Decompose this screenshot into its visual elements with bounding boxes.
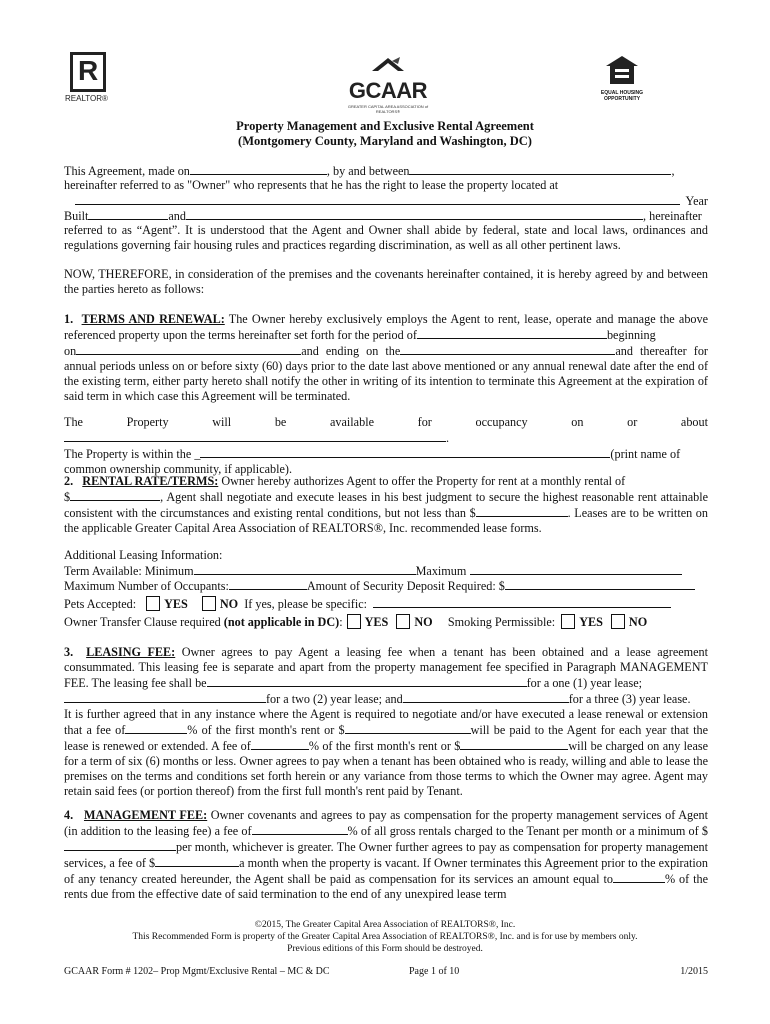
pets-specifics-field[interactable] xyxy=(373,596,671,608)
gcaar-roof-icon xyxy=(368,55,408,73)
term-period-field[interactable] xyxy=(417,327,607,339)
short-term-fee-amount-field[interactable] xyxy=(460,738,568,750)
transfer-no-checkbox[interactable] xyxy=(396,614,410,629)
intro-line-4: Built and , hereinafter xyxy=(64,209,702,223)
occupancy-paragraph: The Property will be available for occupancy on or about. The Property is within the _ (print name of common ownership community, if applicable). xyxy=(64,415,708,476)
termination-fee-percent-field[interactable] xyxy=(613,871,665,883)
pets-no-checkbox[interactable] xyxy=(202,596,216,611)
max-occupants-field[interactable] xyxy=(229,578,307,590)
renewal-fee-amount-field[interactable] xyxy=(345,722,471,734)
minimum-rent-field[interactable] xyxy=(476,505,568,517)
renewal-fee-percent-field[interactable] xyxy=(125,722,187,734)
term-end-field[interactable] xyxy=(400,343,615,355)
one-year-fee-field[interactable] xyxy=(207,675,527,687)
footer-previous-editions: Previous editions of this Form should be destroyed. xyxy=(287,944,483,954)
section-3-leasing-fee: 3. LEASING FEE: Owner agrees to pay Agent a leasing fee when a tenant has been obtained and a lease agreement consummated. This leasing fee is separate and apart from the property management fee specified in Paragraph MANAGEMENT FEE. The leasing fee shall be for a one (1) year lease; for a two (2) year lease; and for a three (3) year lease. It is further agreed that in any instance where the Agent is required to negotiate and/or have executed a lease renewal or extension that a fee of % of the first month's rent or $ will be paid to the Agent for each year that the lease is renewed or extended. A fee of % of the first month's rent or $ will be charged on any lease for a term of six (6) months or less. Owner agrees to pay when a tenant has been obtained who is ready, willing and able to lease the premises on the terms and conditions set forth herein or any variance from those terms to which the Owner may agree. Agent may retain said fees (or portion thereof) from the first full month's rent paid by Tenant. xyxy=(64,645,709,798)
form-number: GCAAR Form # 1202– Prop Mgmt/Exclusive Rental – MC & DC xyxy=(64,966,330,977)
transfer-clause-line: Owner Transfer Clause required (not applicable in DC): YES NO Smoking Permissible: YES NO xyxy=(64,615,648,629)
intro-line-3: Year xyxy=(64,193,708,209)
short-term-fee-percent-field[interactable] xyxy=(251,738,309,750)
agreement-date-field[interactable] xyxy=(190,163,327,175)
now-therefore-paragraph: NOW, THEREFORE, in consideration of the premises and the covenants hereinafter contained, it is hereby agreed by and between the parties hereto as follows: xyxy=(64,267,708,296)
house-icon xyxy=(605,55,639,85)
agent-name-field[interactable] xyxy=(186,208,643,220)
vacant-fee-field[interactable] xyxy=(155,855,239,867)
section-4-management-fee: 4. MANAGEMENT FEE: Owner covenants and agrees to pay as compensation for the property management services of Agent (in addition to the leasing fee) a fee of % of all gross rentals charged to the Tenant per month or a minimum of $per month, whichever is greater. The Owner further agrees to pay as compensation for property management services, a fee of $ a month when the property is vacant. If Owner terminates this Agreement prior to the expiration of any tenancy created hereunder, the Agent shall be paid as compensation for its services an amount equal to % of the rents due from the effective date of said termination to the end of any unexpired lease term xyxy=(64,808,709,901)
intro-line-2: hereinafter referred to as "Owner" who represents that he has the right to lease the property located at xyxy=(64,178,559,192)
community-name-field[interactable] xyxy=(200,446,610,458)
footer-copyright: ©2015, The Greater Capital Area Association of REALTORS®, Inc. xyxy=(254,920,516,930)
two-year-fee-field[interactable] xyxy=(64,691,266,703)
smoking-yes-checkbox[interactable] xyxy=(561,614,575,629)
term-maximum-field[interactable] xyxy=(470,563,682,575)
property-address-field[interactable] xyxy=(75,193,680,205)
form-date: 1/2015 xyxy=(680,966,708,977)
term-available-line: Term Available: Minimum Maximum xyxy=(64,563,708,579)
equal-housing-logo: EQUAL HOUSING OPPORTUNITY xyxy=(597,55,647,102)
additional-heading: Additional Leasing Information: xyxy=(64,548,223,562)
smoking-no-checkbox[interactable] xyxy=(611,614,625,629)
management-fee-percent-field[interactable] xyxy=(252,823,348,835)
section-1-terms-and-renewal: 1. TERMS AND RENEWAL: The Owner hereby exclusively employs the Agent to rent, lease, operate and manage the above referenced property upon the terms hereinafter set forth for the period of beginning on and ending on the and thereafter for annual periods unless on or before sixty (60) days prior to the date last above mentioned or any annual renewal date after the end of the existing term, either party hereto shall notify the other in writing of its intention to terminate this Agreement at the expiration of said term in which case this Agreement will be terminated. xyxy=(64,312,709,403)
intro-line-1: This Agreement, made on , by and between , xyxy=(64,164,675,178)
owner-name-field[interactable] xyxy=(409,163,671,175)
footer-property-notice: This Recommended Form is property of the Greater Capital Area Association of REALTORS®, Inc. and is for use by members only. xyxy=(132,932,638,942)
transfer-yes-checkbox[interactable] xyxy=(347,614,361,629)
pets-line: Pets Accepted: YES NO If yes, please be specific: xyxy=(64,596,708,612)
realtor-logo: R REALTOR® xyxy=(65,52,113,103)
term-start-field[interactable] xyxy=(76,343,301,355)
three-year-fee-field[interactable] xyxy=(403,691,569,703)
monthly-rent-field[interactable] xyxy=(70,489,160,501)
occupants-line: Maximum Number of Occupants: Amount of Security Deposit Required: $ xyxy=(64,578,708,594)
term-minimum-field[interactable] xyxy=(194,563,416,575)
intro-paragraph: referred to as “Agent”. It is understood that the Agent and Owner shall abide by federal, state and local laws, ordinances and regulations governing fair housing rules and practices regarding discrimination, as well as all other pertinent laws. xyxy=(64,223,708,252)
gcaar-logo: GCAAR GREATER CAPITAL AREA ASSOCIATION of REALTORS® xyxy=(338,55,438,114)
page-number: Page 1 of 10 xyxy=(409,966,460,977)
occupancy-date-field[interactable] xyxy=(64,430,446,442)
document-title: Property Management and Exclusive Rental Agreement xyxy=(236,119,534,133)
document-subtitle: (Montgomery County, Maryland and Washington, DC) xyxy=(238,134,532,148)
management-fee-minimum-field[interactable] xyxy=(64,839,176,851)
pets-yes-checkbox[interactable] xyxy=(146,596,160,611)
section-2-rental-rate: 2. RENTAL RATE/TERMS: Owner hereby authorizes Agent to offer the Property for rent at a monthly rental of $ , Agent shall negotiate and execute leases in his best judgment to secure the highest reasonable rent attainable consistent with the circumstances and existing rental conditions, but not less than $ . Leases are to be written on the applicable Greater Capital Area Association of REALTORS®, Inc. recommended lease forms. xyxy=(64,474,708,535)
security-deposit-field[interactable] xyxy=(505,578,695,590)
year-built-field[interactable] xyxy=(88,208,168,220)
